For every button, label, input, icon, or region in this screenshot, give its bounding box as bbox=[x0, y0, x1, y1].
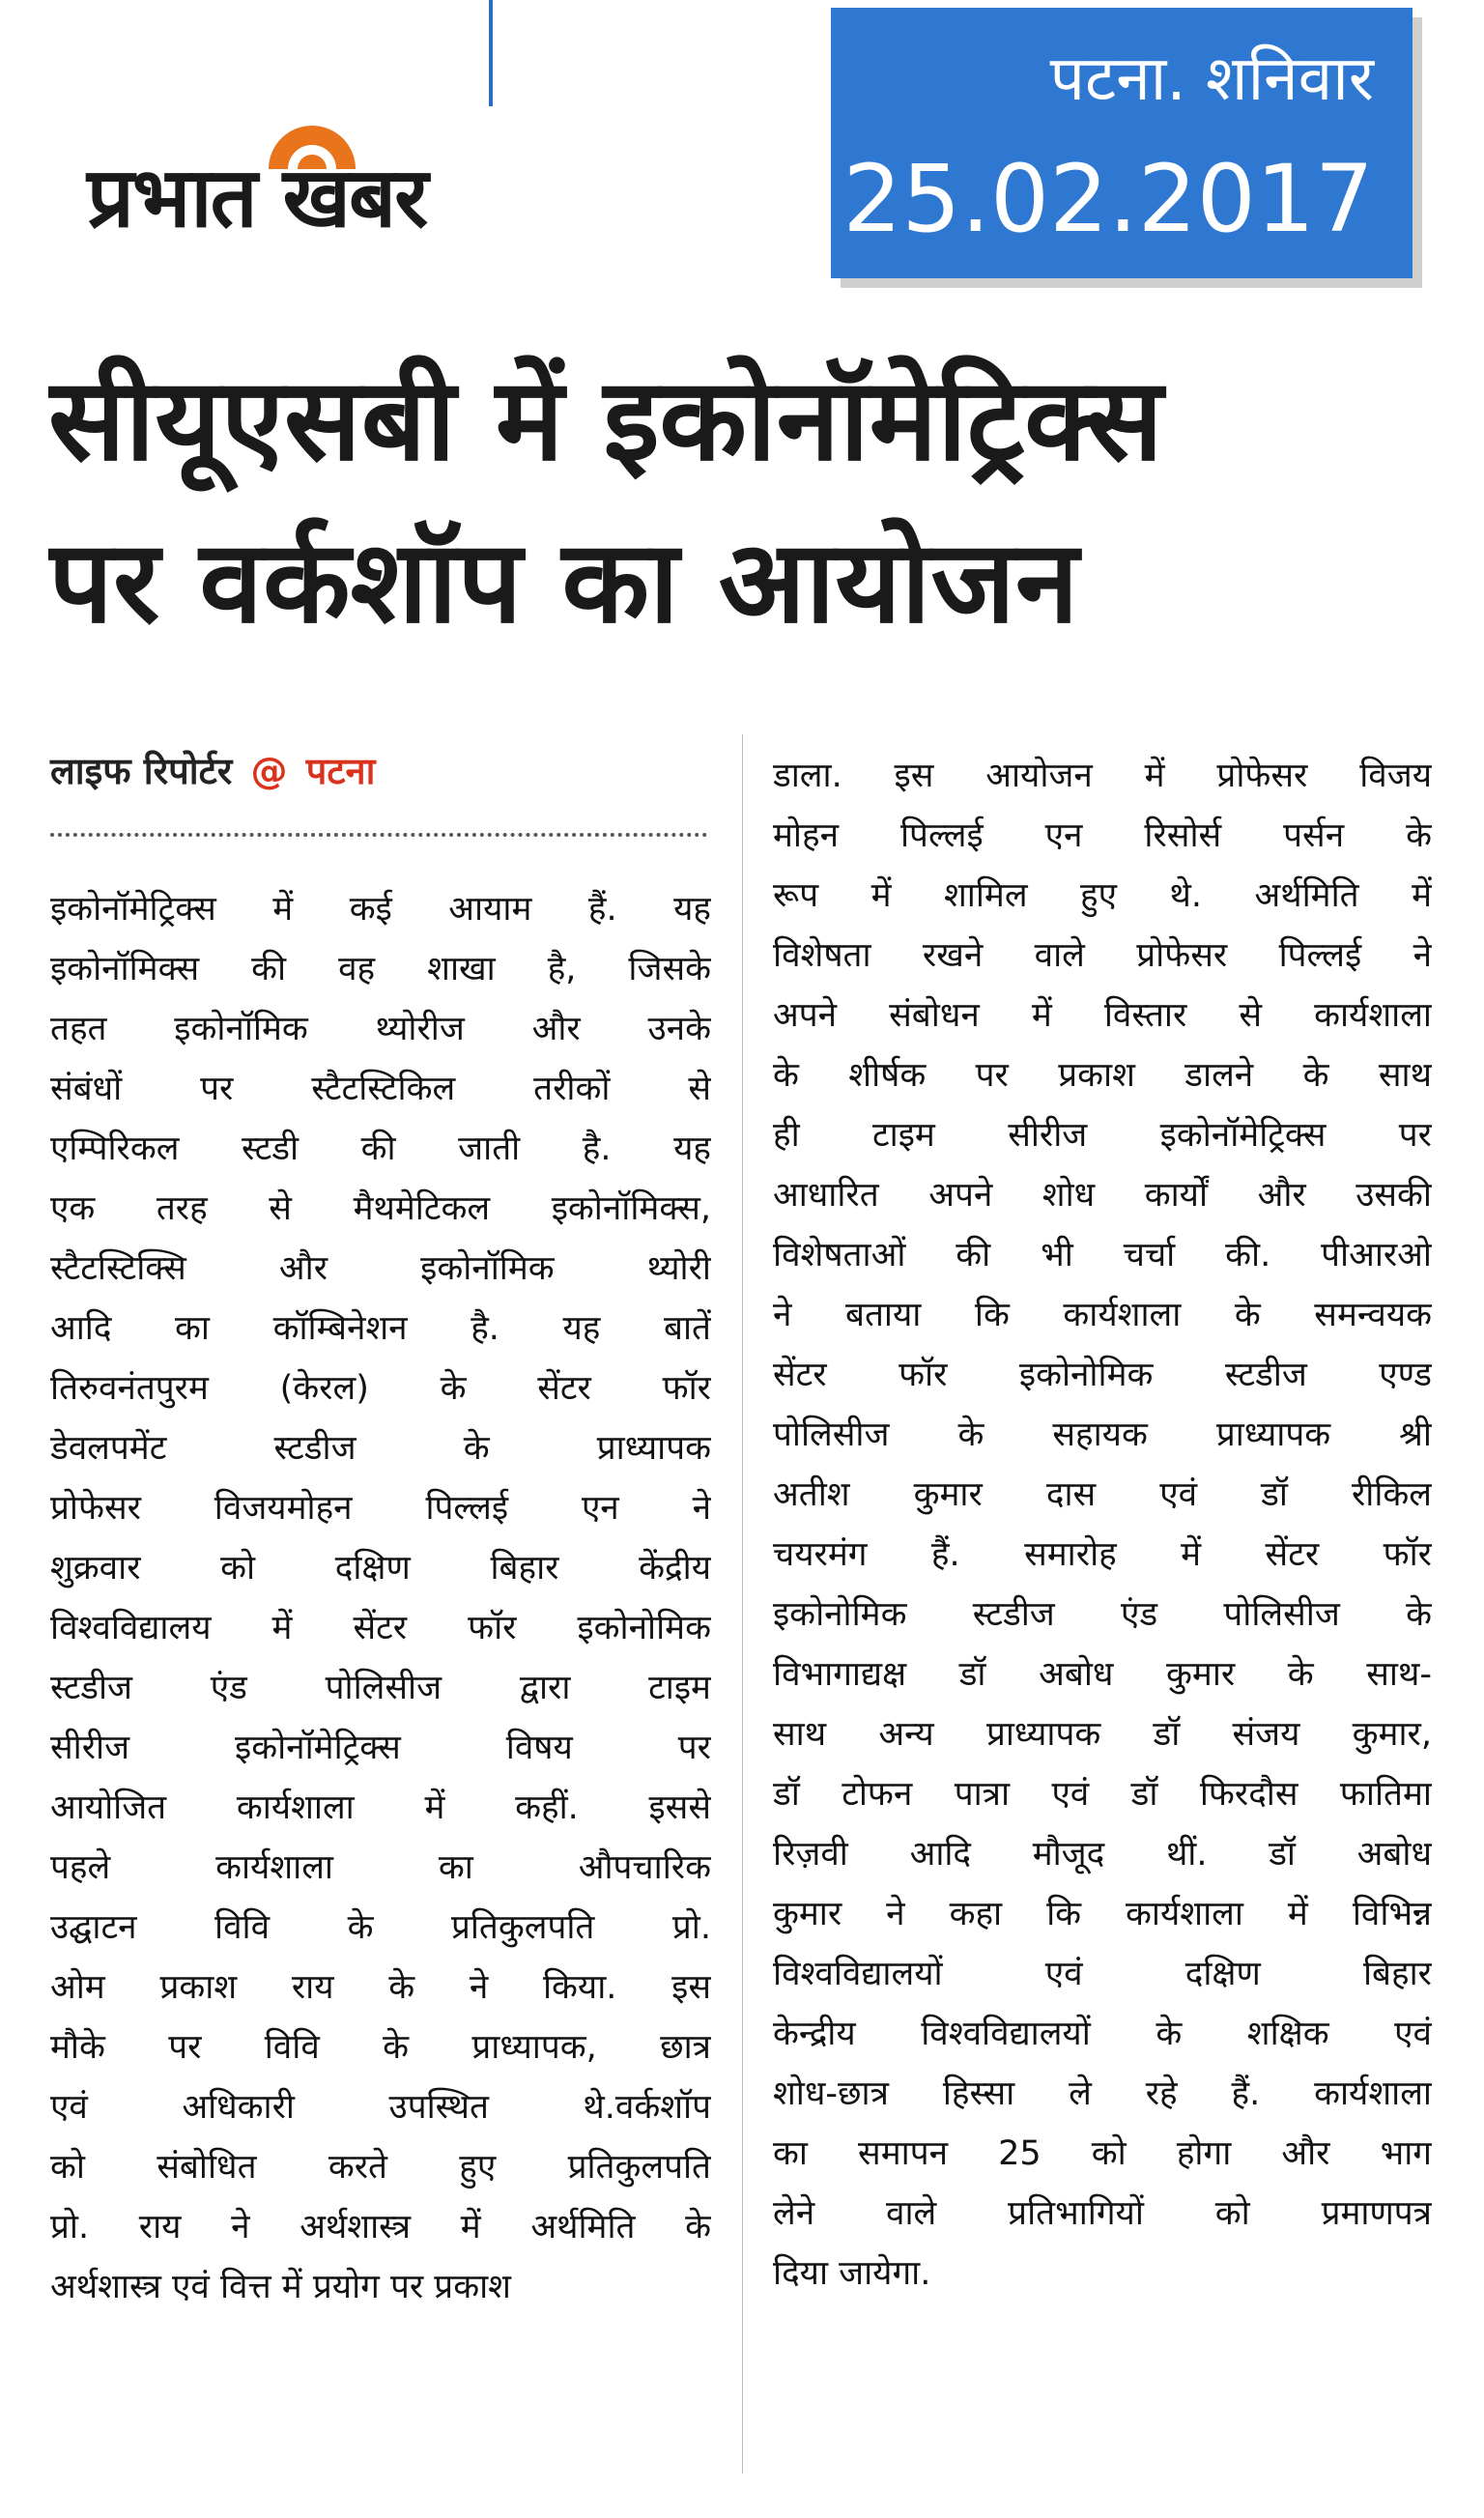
article-text-line: विशेषता रखने वाले प्रोफेसर पिल्लई ने bbox=[773, 936, 1432, 975]
article-text-line: अर्थशास्त्र एवं वित्त में प्रयोग पर प्रकाश bbox=[50, 2268, 511, 2306]
article-text-line: पोलिसीज के सहायक प्राध्यापक श्री bbox=[773, 1416, 1432, 1454]
article-text-line: डॉ टोफन पात्रा एवं डॉ फिरदौस फातिमा bbox=[773, 1775, 1432, 1814]
byline-reporter: लाइफ रिपोर्टर bbox=[50, 750, 233, 792]
article-text-line: ओम प्रकाश राय के ने किया. इस bbox=[50, 1968, 711, 2007]
article-text-line: रूप में शामिल हुए थे. अर्थमिति में bbox=[773, 876, 1432, 915]
article-text-line: को संबोधित करते हुए प्रतिकुलपति bbox=[50, 2148, 711, 2187]
article-text-line: दिया जायेगा. bbox=[773, 2254, 931, 2293]
article-text-line: इकोनॉमेट्रिक्स में कई आयाम हैं. यह bbox=[50, 890, 711, 929]
article-text-line: विश्वविद्यालयों एवं दक्षिण बिहार bbox=[773, 1955, 1432, 1993]
headline-line: पर वर्कशॉप का आयोजन bbox=[48, 515, 1079, 648]
article-text-line: आधारित अपने शोध कार्यों और उसकी bbox=[773, 1176, 1432, 1215]
article-text-line: रिज़वी आदि मौजूद थीं. डॉ अबोध bbox=[773, 1835, 1432, 1874]
byline-city: पटना bbox=[305, 750, 376, 792]
article-text-line: विभागाद्यक्ष डॉ अबोध कुमार के साथ- bbox=[773, 1655, 1432, 1694]
article-text-line: प्रो. राय ने अर्थशास्त्र में अर्थमिति के bbox=[50, 2208, 711, 2246]
article-text-line: तिरुवनंतपुरम (केरल) के सेंटर फॉर bbox=[50, 1369, 711, 1408]
article-text-line: शोध-छात्र हिस्सा ले रहे हैं. कार्यशाला bbox=[773, 2074, 1432, 2113]
article-text-line: सेंटर फॉर इकोनोमिक स्टडीज एण्ड bbox=[773, 1356, 1432, 1394]
article-column-left bbox=[50, 879, 711, 2317]
article-text-line: आदि का कॉम्बिनेशन है. यह बातें bbox=[50, 1309, 711, 1348]
article-text-line: विशेषताओं की भी चर्चा की. पीआरओ bbox=[773, 1236, 1432, 1274]
article-text-line: पहले कार्यशाला का औपचारिक bbox=[50, 1848, 711, 1887]
article-text-line: डेवलपमेंट स्टडीज के प्राध्यापक bbox=[50, 1429, 711, 1468]
logo-text: प्रभात खबर bbox=[87, 150, 427, 246]
article-text-line: मोहन पिल्लई एन रिसोर्स पर्सन के bbox=[773, 816, 1432, 855]
article-text-line: ने बताया कि कार्यशाला के समन्वयक bbox=[773, 1296, 1432, 1334]
article-text-line: इकोनोमिक स्टडीज एंड पोलिसीज के bbox=[773, 1595, 1432, 1634]
article-text-line: ही टाइम सीरीज इकोनॉमेट्रिक्स पर bbox=[773, 1116, 1432, 1155]
issue-date: 25.02.2017 bbox=[842, 145, 1374, 253]
article-text-line: एवं अधिकारी उपस्थित थे.वर्कशॉप bbox=[50, 2088, 711, 2127]
article-text-line: केन्द्रीय विश्वविद्यालयों के शक्षिक एवं bbox=[773, 2015, 1432, 2053]
newspaper-logo bbox=[87, 116, 599, 261]
article-text-line: प्रोफेसर विजयमोहन पिल्लई एन ने bbox=[50, 1489, 711, 1528]
article-text-line: चयरमंग हैं. समारोह में सेंटर फॉर bbox=[773, 1535, 1432, 1574]
article-text-line: डाला. इस आयोजन में प्रोफेसर विजय bbox=[773, 757, 1432, 795]
date-box bbox=[831, 8, 1413, 278]
article-text-line: अपने संबोधन में विस्तार से कार्यशाला bbox=[773, 996, 1432, 1035]
byline-divider bbox=[50, 833, 707, 837]
column-divider bbox=[742, 734, 743, 2474]
article-text-line: शुक्रवार को दक्षिण बिहार केंद्रीय bbox=[50, 1549, 711, 1588]
byline bbox=[50, 744, 375, 798]
article-text-line: तहत इकोनॉमिक थ्योरीज और उनके bbox=[50, 1010, 711, 1048]
article-text-line: के शीर्षक पर प्रकाश डालने के साथ bbox=[773, 1056, 1432, 1095]
byline-at-sign: @ bbox=[250, 750, 288, 792]
article-text-line: उद्घाटन विवि के प्रतिकुलपति प्रो. bbox=[50, 1908, 711, 1947]
article-text-line: कुमार ने कहा कि कार्यशाला में विभिन्न bbox=[773, 1895, 1432, 1933]
article-text-line: सीरीज इकोनॉमेट्रिक्स विषय पर bbox=[50, 1729, 711, 1767]
article-text-line: स्टैटस्टिक्सि और इकोनॉमिक थ्योरी bbox=[50, 1249, 711, 1288]
article-text-line: मौके पर विवि के प्राध्यापक, छात्र bbox=[50, 2028, 711, 2067]
headline-line: सीयूएसबी में इकोनॉमेट्रिक्स bbox=[48, 353, 1163, 486]
top-vertical-rule bbox=[489, 0, 493, 106]
article-text-line: अतीश कुमार दास एवं डॉ रीकिल bbox=[773, 1475, 1432, 1514]
place-day: पटना. शनिवार bbox=[1049, 43, 1374, 115]
article-text-line: स्टडीज एंड पोलिसीज द्वारा टाइम bbox=[50, 1669, 711, 1707]
article-text-line: संबंधों पर स्टैटस्टिकिल तरीकों से bbox=[50, 1070, 711, 1108]
article-column-right bbox=[773, 746, 1432, 2303]
article-text-line: साथ अन्य प्राध्यापक डॉ संजय कुमार, bbox=[773, 1715, 1432, 1754]
article-text-line: इकोनॉमिक्स की वह शाखा है, जिसके bbox=[50, 950, 711, 988]
article-text-line: एक तरह से मैथमेटिकल इकोनॉमिक्स, bbox=[50, 1189, 711, 1228]
article-text-line: आयोजित कार्यशाला में कहीं. इससे bbox=[50, 1788, 711, 1827]
article-text-line: विश्वविद्यालय में सेंटर फॉर इकोनोमिक bbox=[50, 1609, 711, 1647]
article-text-line: लेने वाले प्रतिभागियों को प्रमाणपत्र bbox=[773, 2194, 1432, 2233]
article-text-line: का समापन 25 को होगा और भाग bbox=[773, 2134, 1432, 2173]
article-text-line: एम्पिरिकल स्टडी की जाती है. यह bbox=[50, 1130, 711, 1168]
headline bbox=[48, 338, 1440, 663]
